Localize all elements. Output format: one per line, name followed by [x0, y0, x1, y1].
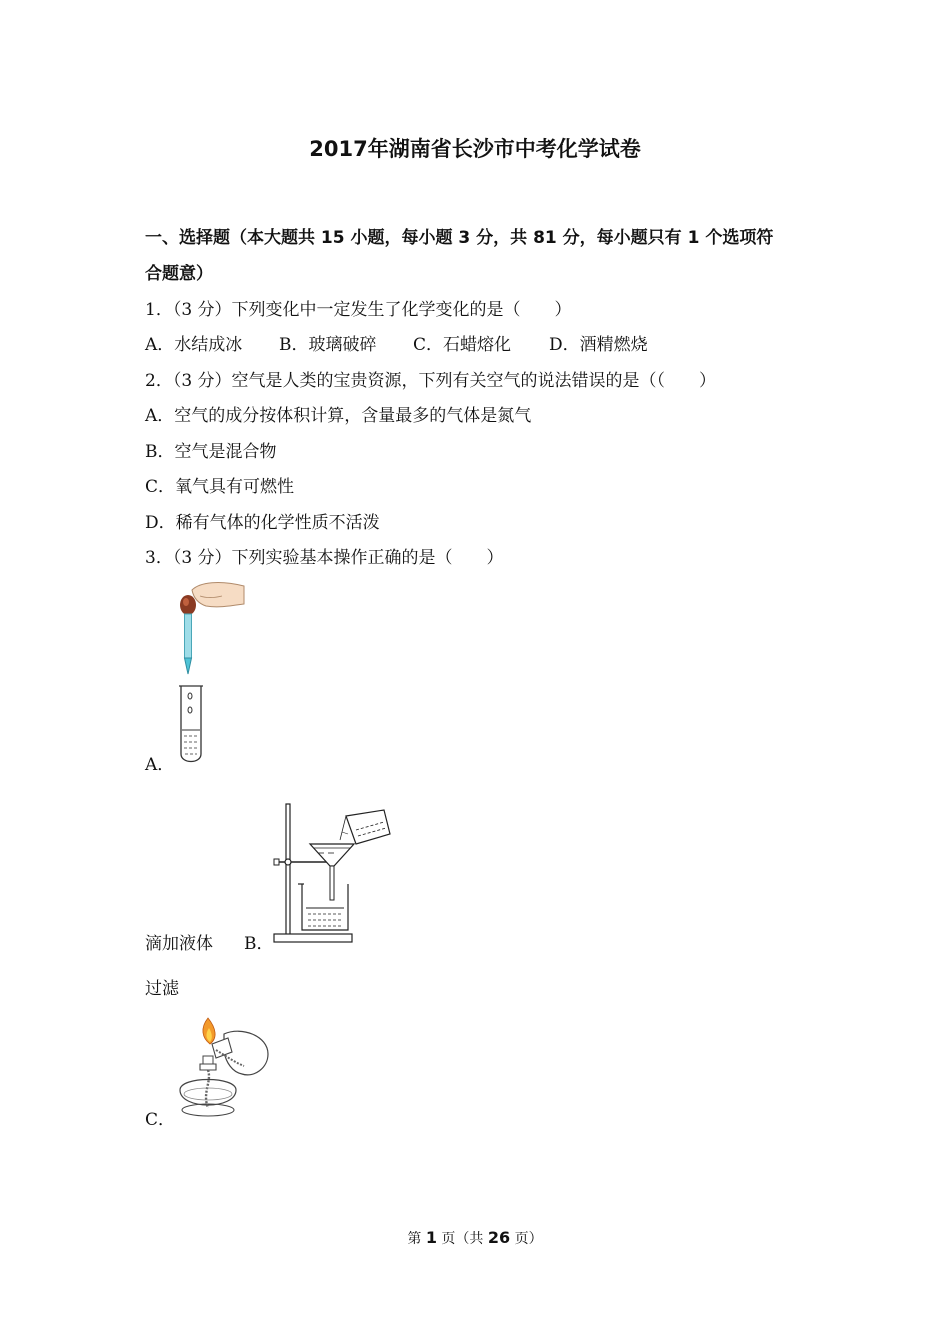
- question-3-option-a-letter: A．: [145, 755, 175, 775]
- question-3-option-c-letter: C．: [145, 1110, 176, 1130]
- question-2-option-d: D．稀有气体的化学性质不活泼: [145, 513, 380, 533]
- question-2-option-a: A．空气的成分按体积计算，含量最多的气体是氮气: [145, 406, 532, 426]
- current-page-number: 1: [425, 1228, 437, 1247]
- question-3-option-b-caption: 过滤: [145, 979, 179, 999]
- question-3-stem: 3．（3 分）下列实验基本操作正确的是（ ）: [145, 548, 504, 568]
- alcohol-lamps-figure: [172, 1012, 272, 1122]
- dropper-test-tube-figure: [170, 578, 250, 768]
- question-1-option-b: B．玻璃破碎: [279, 335, 377, 355]
- question-3-option-a-caption: 滴加液体: [145, 934, 213, 954]
- section-heading-line2: 合题意）: [145, 264, 213, 284]
- question-1-stem: 1．（3 分）下列变化中一定发生了化学变化的是（ ）: [145, 300, 572, 320]
- question-1-option-c: C．石蜡熔化: [413, 335, 512, 355]
- total-page-count: 26: [487, 1228, 511, 1247]
- question-1-option-d: D．酒精燃烧: [549, 335, 648, 355]
- question-1-option-a: A．水结成冰: [145, 335, 243, 355]
- page-footer: 第 1 页（共 26 页）: [407, 1228, 543, 1247]
- question-2-option-c: C．氧气具有可燃性: [145, 477, 295, 497]
- question-2-stem: 2．（3 分）空气是人类的宝贵资源，下列有关空气的说法错误的是（（ ）: [145, 371, 717, 391]
- question-2-option-b: B．空气是混合物: [145, 442, 277, 462]
- question-1-options: [145, 330, 648, 355]
- question-3-option-b-letter: B．: [244, 934, 274, 954]
- filtration-figure: [270, 796, 395, 946]
- page-title: 2017年湖南省长沙市中考化学试卷: [309, 137, 641, 161]
- section-heading-line1: 一、选择题（本大题共 15 小题，每小题 3 分，共 81 分，每小题只有 1 个选项符: [145, 228, 774, 248]
